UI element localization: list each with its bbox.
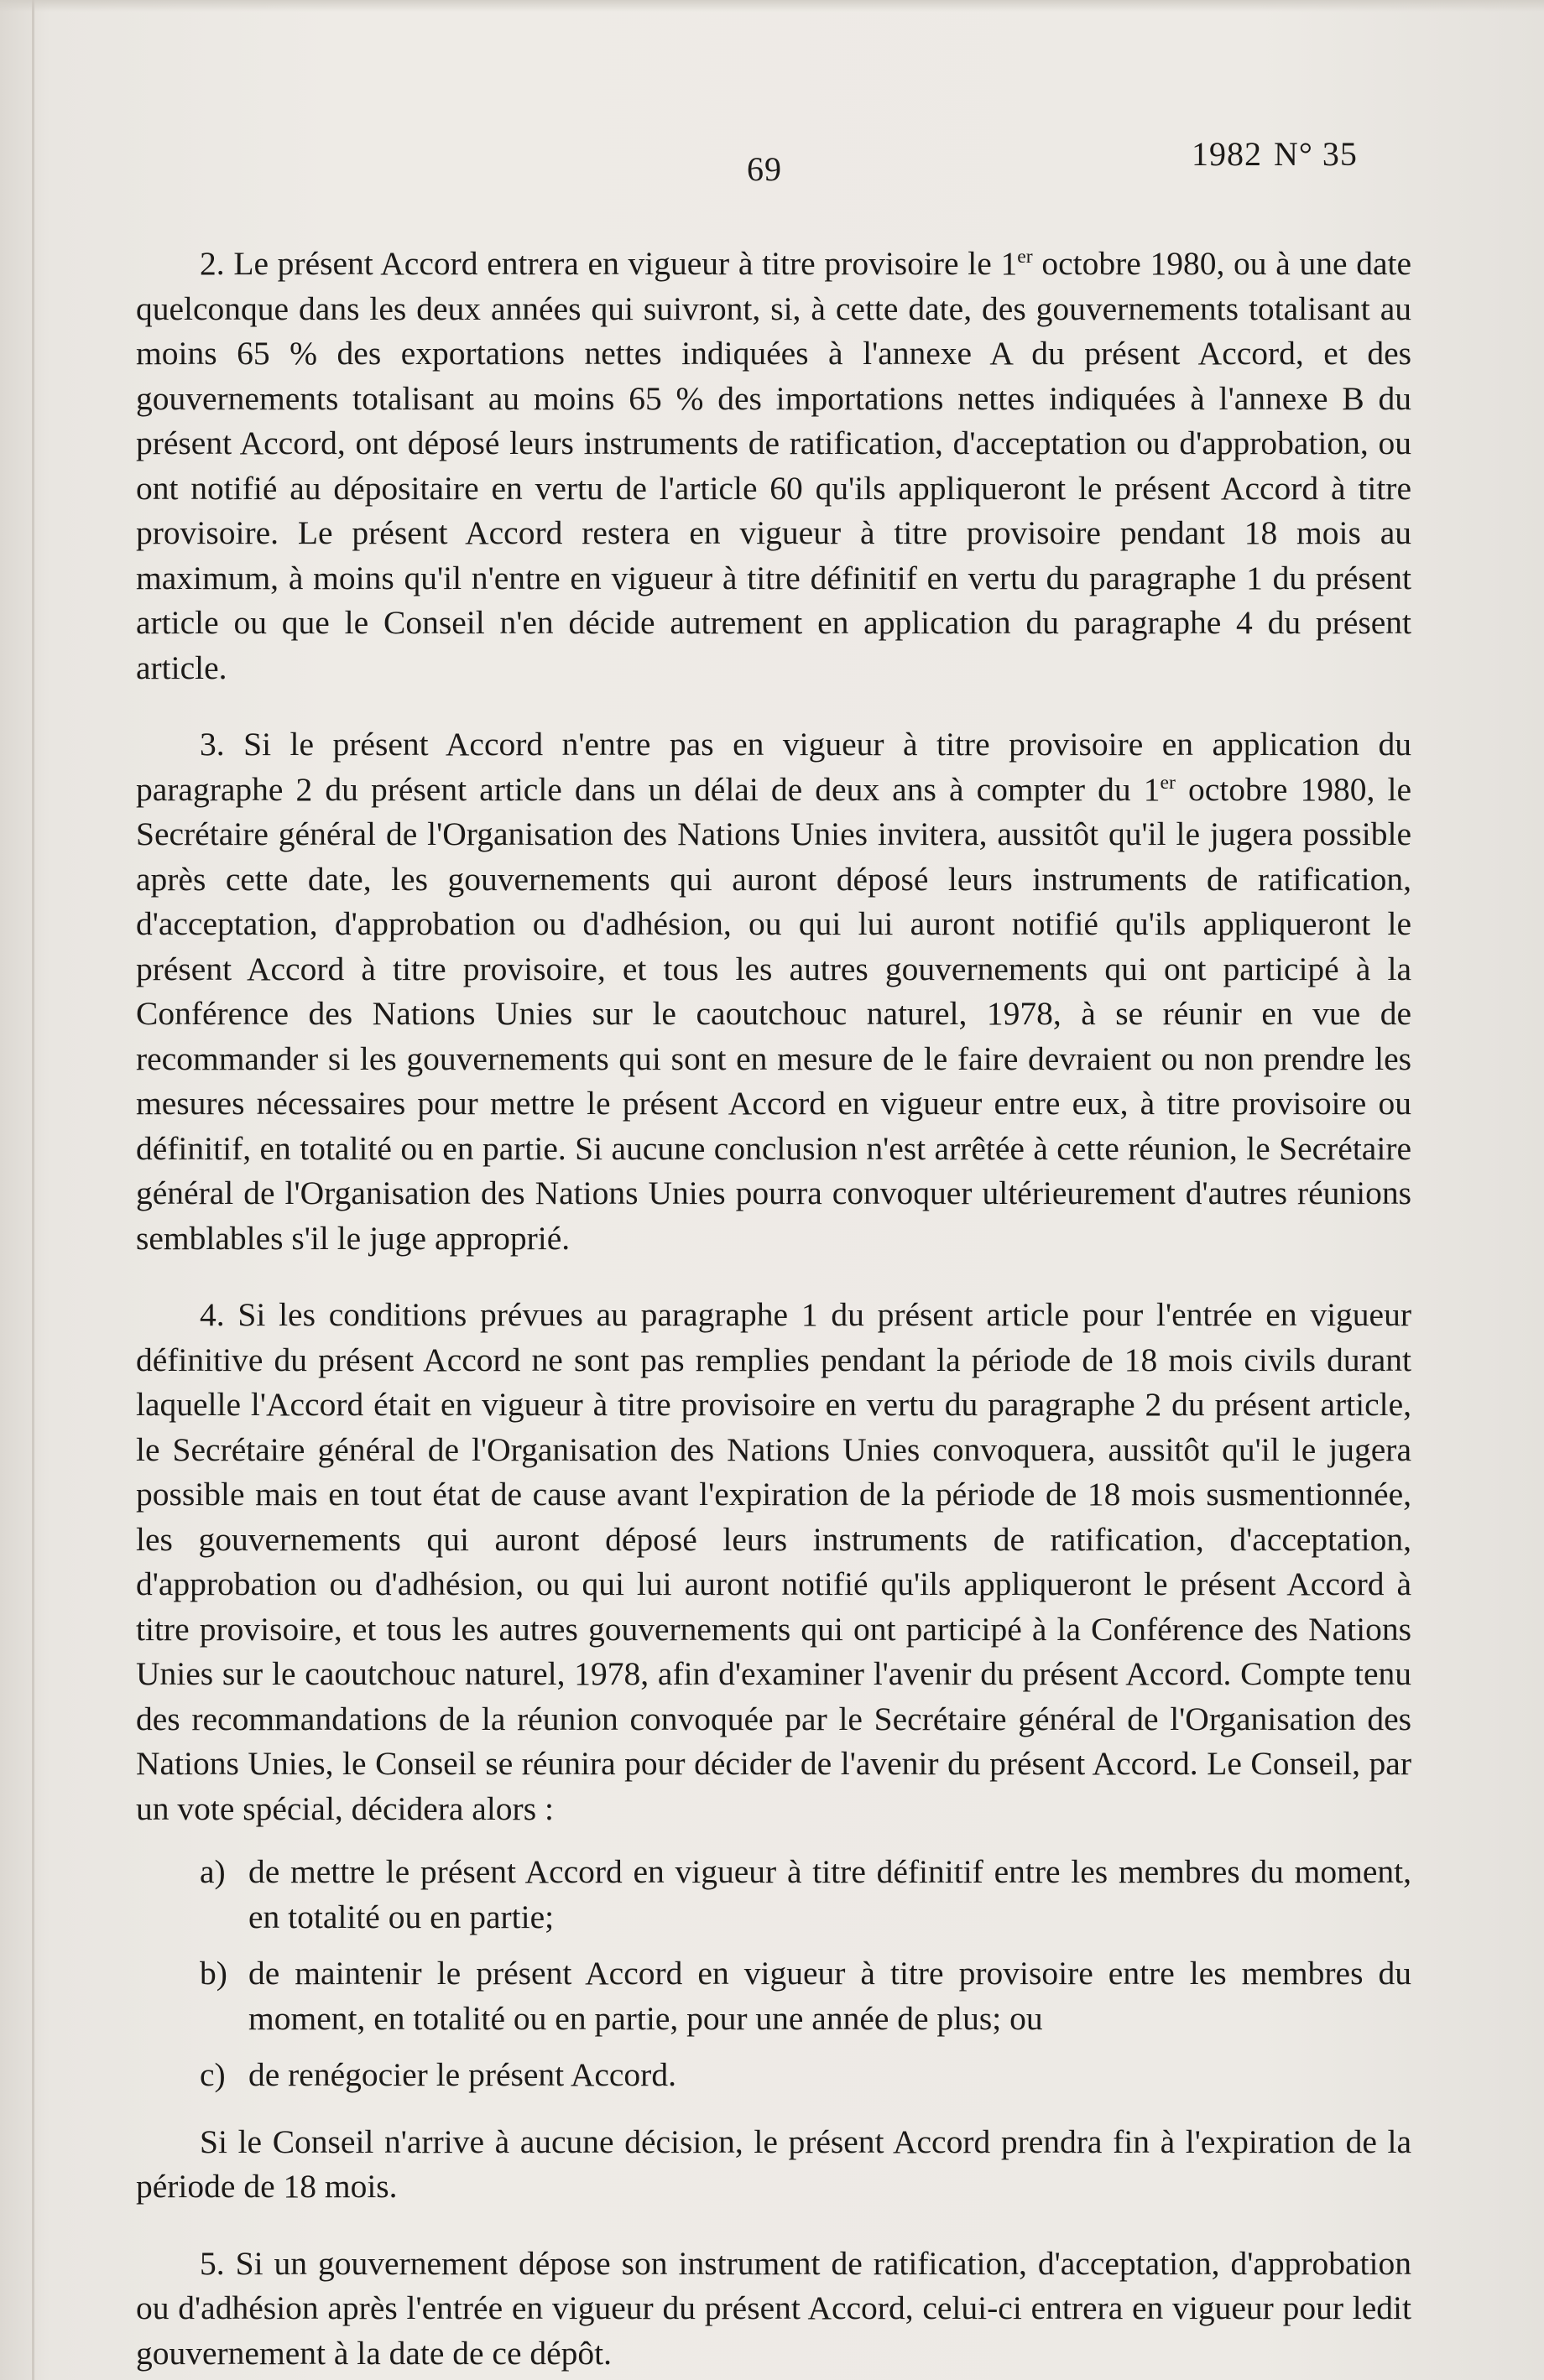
paragraph-4-conclusion: Si le Conseil n'arrive à aucune décision, le présent Accord prendra fin à l'expiration de la période de 18 mois. bbox=[136, 2122, 1411, 2205]
list-marker: a) bbox=[200, 1853, 226, 1890]
list-item-text: de mettre le présent Accord en vigueur à titre définitif entre les membres du moment, en totalité ou en partie; bbox=[248, 1853, 1411, 1935]
options-list bbox=[136, 1850, 1411, 2098]
paragraph-2: 2. Le présent Accord entrera en vigueur à titre provisoire le 1er octobre 1980, ou à une date quelconque dans les deux années qui suivront, si, à cette date, des gouvernements totalisant au moins 65 % des exportations nettes indiquées à l'annexe A du présent Accord, et des gouvernements totalisant au moins 65 % des importations nettes indiquées à l'annexe B du présent Accord, ont déposé leurs instruments de ratification, d'acceptation ou d'approbation, ou ont notifié au dépositaire en vertu de l'article 60 qu'ils appliqueront le présent Accord à titre provisoire. Le présent Accord restera en vigueur à titre provisoire pendant 18 mois au maximum, à moins qu'il n'entre en vigueur à titre définitif en vertu du paragraphe 1 du présent article ou que le Conseil n'en décide autrement en application du paragraphe 4 du présent article. bbox=[136, 245, 1412, 686]
document-reference bbox=[1192, 134, 1358, 174]
list-item-c bbox=[136, 2053, 1411, 2098]
list-item-b bbox=[136, 1951, 1411, 2041]
document-number: N° 35 bbox=[1274, 135, 1358, 173]
page-number: 69 bbox=[747, 150, 782, 188]
paragraph-3: 3. Si le présent Accord n'entre pas en vigueur à titre provisoire en application du paragraphe 2 du présent article dans un délai de deux ans à compter du 1er octobre 1980, le Secrétaire général de l'Organisation des Nations Unies invitera, aussitôt qu'il le jugera possible après cette date, les gouvernements qui auront déposé leurs instruments de ratification, d'acceptation, d'approbation ou d'adhésion, ou qui lui auront notifié qu'ils appliqueront le présent Accord à titre provisoire, et tous les autres gouvernements qui ont participé à la Conférence des Nations Unies sur le caoutchouc naturel, 1978, à se réunir en vue de recommander si les gouvernements qui sont en mesure de le faire devraient ou non prendre les mesures nécessaires pour mettre le présent Accord en vigueur entre eux, à titre provisoire ou définitif, en totalité ou en partie. Si aucune conclusion n'est arrêtée à cette réunion, le Secrétaire général de l'Organisation des Nations Unies pourra convoquer ultérieurement d'autres réunions semblables s'il le juge approprié. bbox=[136, 726, 1411, 1257]
list-item-a bbox=[136, 1850, 1411, 1940]
page-binding-edge bbox=[32, 0, 34, 2380]
list-marker: c) bbox=[200, 2056, 226, 2093]
list-marker: b) bbox=[200, 1955, 227, 1992]
list-item-text: de maintenir le présent Accord en vigueur à titre provisoire entre les membres du moment, en totalité ou en partie, pour une année de plus; ou bbox=[248, 1955, 1411, 2037]
document-year: 1982 bbox=[1192, 135, 1262, 173]
page-top-shadow bbox=[0, 0, 1544, 12]
paragraph-5: 5. Si un gouvernement dépose son instrument de ratification, d'acceptation, d'approbation ou d'adhésion après l'entrée en vigueur du présent Accord, celui-ci entrera en vigueur pour ledit gouvernement à la date de ce dépôt. bbox=[136, 2244, 1411, 2372]
paragraph-4: 4. Si les conditions prévues au paragraphe 1 du présent article pour l'entrée en vigueur définitive du présent Accord ne sont pas remplies pendant la période de 18 mois civils durant laquelle l'Accord était en vigueur à titre provisoire en vertu du paragraphe 2 du présent article, le Secrétaire général de l'Organisation des Nations Unies convoquera, aussitôt qu'il le jugera possible mais en tout état de cause avant l'expiration de la période de 18 mois susmentionnée, les gouvernements qui auront déposé leurs instruments de ratification, d'acceptation, d'approbation ou d'adhésion, ou qui lui auront notifié qu'ils appliqueront le présent Accord à titre provisoire, et tous les autres gouvernements qui ont participé à la Conférence des Nations Unies sur le caoutchouc naturel, 1978, afin d'examiner l'avenir du présent Accord. Compte tenu des recommandations de la réunion convoquée par le Secrétaire général de l'Organisation des Nations Unies, le Conseil se réunira pour décider de l'avenir du présent Accord. Le Conseil, par un vote spécial, décidera alors : bbox=[136, 1296, 1411, 1827]
body-text bbox=[136, 242, 1411, 2380]
list-item-text: de renégocier le présent Accord. bbox=[248, 2056, 676, 2093]
